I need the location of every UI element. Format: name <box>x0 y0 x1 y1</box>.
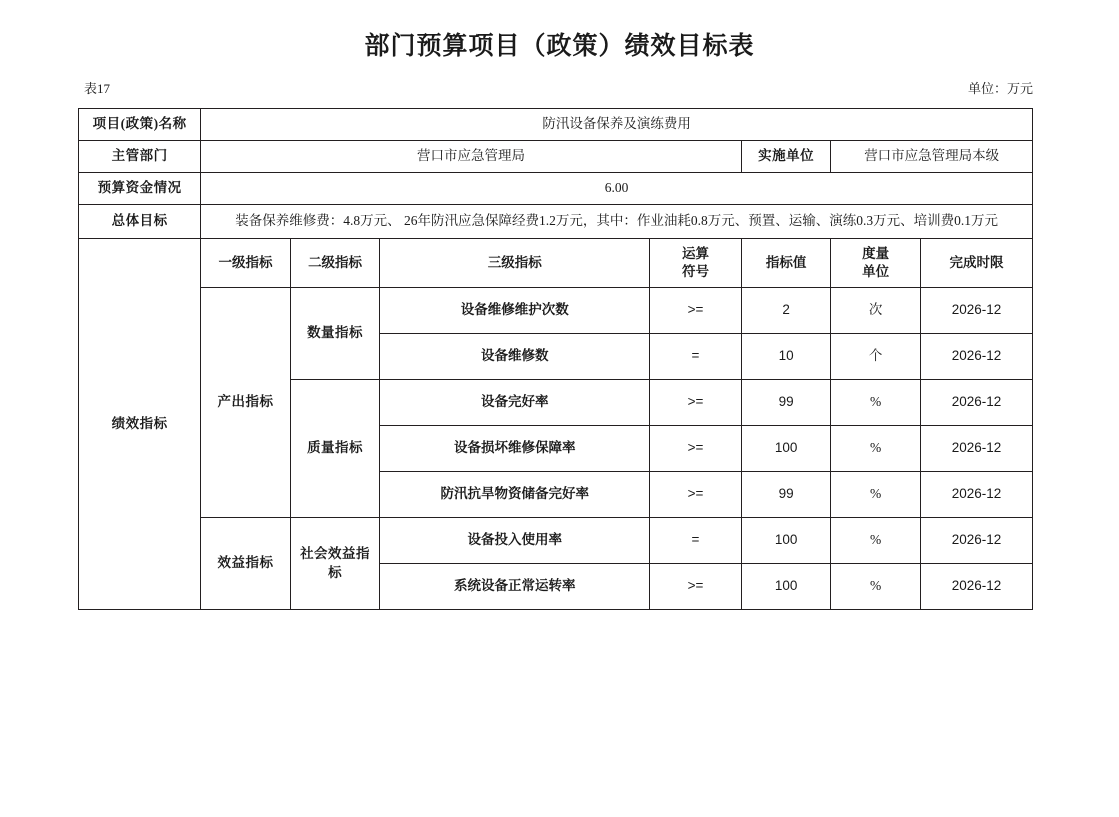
indicator-value: 100 <box>741 426 831 472</box>
deadline: 2026-12 <box>920 380 1032 426</box>
department-label: 主管部门 <box>79 141 201 173</box>
table-row <box>79 288 1033 334</box>
table-row-project-name <box>79 109 1033 141</box>
level3-name: 防汛抗旱物资储备完好率 <box>380 472 650 518</box>
indicator-unit: % <box>831 564 921 610</box>
impl-unit-value: 营口市应急管理局本级 <box>831 141 1033 173</box>
level3-name: 系统设备正常运转率 <box>380 564 650 610</box>
indicator-unit: 个 <box>831 334 921 380</box>
impl-unit-label: 实施单位 <box>741 141 831 173</box>
deadline: 2026-12 <box>920 288 1032 334</box>
indicator-value: 99 <box>741 380 831 426</box>
level1-benefit: 效益指标 <box>201 518 291 610</box>
level3-name: 设备损坏维修保障率 <box>380 426 650 472</box>
table-row-budget <box>79 173 1033 205</box>
level3-name: 设备完好率 <box>380 380 650 426</box>
page-title: 部门预算项目（政策）绩效目标表 <box>364 33 755 60</box>
indicator-value: 10 <box>741 334 831 380</box>
level3-name: 设备维修数 <box>380 334 650 380</box>
indicator-unit: % <box>831 518 921 564</box>
indicator-value: 2 <box>741 288 831 334</box>
deadline: 2026-12 <box>920 472 1032 518</box>
operator: = <box>650 518 742 564</box>
department-value: 营口市应急管理局 <box>201 141 742 173</box>
operator: >= <box>650 472 742 518</box>
table-number: 表17 <box>84 81 111 96</box>
operator: >= <box>650 426 742 472</box>
level2-quantity: 数量指标 <box>290 288 380 380</box>
document-page <box>0 26 1119 817</box>
performance-target-table <box>78 108 1033 610</box>
operator: >= <box>650 288 742 334</box>
header-value: 指标值 <box>741 239 831 288</box>
header-level2: 二级指标 <box>290 239 380 288</box>
header-level3: 三级指标 <box>380 239 650 288</box>
deadline: 2026-12 <box>920 518 1032 564</box>
budget-label: 预算资金情况 <box>79 173 201 205</box>
indicator-value: 100 <box>741 564 831 610</box>
project-name-value: 防汛设备保养及演练费用 <box>201 109 1033 141</box>
indicator-unit: % <box>831 472 921 518</box>
level3-name: 设备投入使用率 <box>380 518 650 564</box>
budget-value: 6.00 <box>201 173 1033 205</box>
overall-goal-label: 总体目标 <box>79 205 201 239</box>
project-name-label: 项目(政策)名称 <box>79 109 201 141</box>
indicator-unit: % <box>831 426 921 472</box>
level2-social-benefit: 社会效益指标 <box>290 518 380 610</box>
indicator-value: 100 <box>741 518 831 564</box>
header-unit-line1: 度量 <box>862 245 890 261</box>
table-row <box>79 518 1033 564</box>
indicator-unit: % <box>831 380 921 426</box>
level3-name: 设备维修维护次数 <box>380 288 650 334</box>
deadline: 2026-12 <box>920 334 1032 380</box>
table-header-row <box>79 239 1033 288</box>
header-level1: 一级指标 <box>201 239 291 288</box>
operator: = <box>650 334 742 380</box>
header-deadline: 完成时限 <box>920 239 1032 288</box>
table-row-overall-goal <box>79 205 1033 239</box>
level2-quality: 质量指标 <box>290 380 380 518</box>
indicator-value: 99 <box>741 472 831 518</box>
meta-row <box>0 78 1119 98</box>
header-operator-line1: 运算 <box>681 245 709 261</box>
operator: >= <box>650 564 742 610</box>
header-unit-line2: 单位 <box>862 264 890 279</box>
unit-note: 单位：万元 <box>967 81 1033 96</box>
table-row-department <box>79 141 1033 173</box>
header-unit <box>831 239 921 288</box>
overall-goal-value: 装备保养维修费：4.8万元、 26年防汛应急保障经费1.2万元，其中：作业油耗0.8万元、预置、运输、演练0.3万元、培训费0.1万元 <box>201 205 1033 239</box>
perf-section-label: 绩效指标 <box>79 239 201 610</box>
level1-output: 产出指标 <box>201 288 291 518</box>
header-operator-line2: 符号 <box>681 264 709 279</box>
header-operator <box>650 239 742 288</box>
operator: >= <box>650 380 742 426</box>
indicator-unit: 次 <box>831 288 921 334</box>
deadline: 2026-12 <box>920 564 1032 610</box>
deadline: 2026-12 <box>920 426 1032 472</box>
